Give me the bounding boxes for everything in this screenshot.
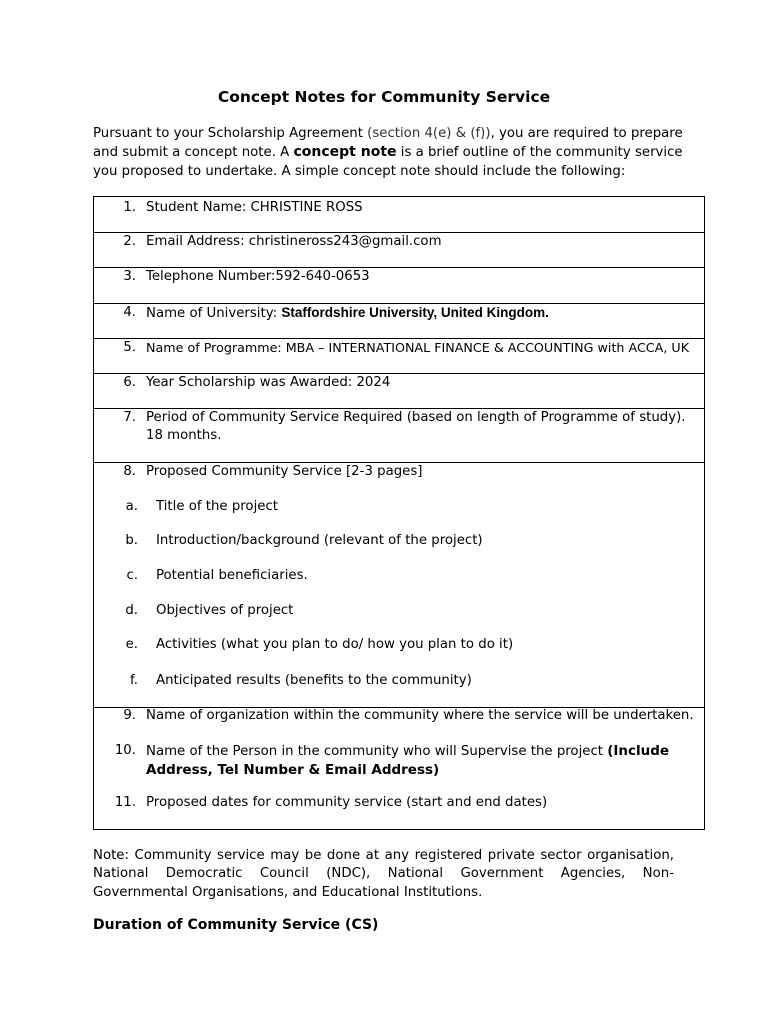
- item-text: Name of organization within the community where the service will be undertaken.: [146, 708, 694, 723]
- item-text: Email Address: christineross243@gmail.com: [146, 234, 442, 249]
- item-number: 8.: [123, 464, 136, 479]
- sub-item-letter: e.: [125, 637, 138, 652]
- sub-item-letter: d.: [125, 603, 138, 618]
- item-number: 5.: [123, 340, 136, 355]
- supervisor-label: Name of the Person in the community who will Supervise the project: [146, 744, 608, 759]
- intro-bold-term: concept note: [293, 144, 397, 161]
- sub-item-letter: a.: [125, 499, 138, 514]
- sub-item-letter: b.: [125, 533, 138, 548]
- duration-heading: Duration of Community Service (CS): [93, 917, 379, 933]
- item-number: 10.: [114, 743, 136, 758]
- item-number: 6.: [123, 375, 136, 390]
- sub-item-text: Activities (what you plan to do/ how you plan to do it): [156, 637, 514, 652]
- sub-item-text: Potential beneficiaries.: [156, 568, 308, 583]
- sub-item-text: Objectives of project: [156, 603, 294, 618]
- item-text: Proposed Community Service [2-3 pages]: [146, 464, 423, 479]
- note-paragraph: Note: Community service may be done at any registered private sector organisation, National Democratic Council (NDC), National Government Agencies, Non-Governmental Organisations, and Educational Institutions.: [93, 848, 674, 900]
- supervisor-contact-note: (Include Address, Tel Number & Email Address): [146, 743, 670, 778]
- university-label: Name of University:: [146, 306, 282, 321]
- page-title: Concept Notes for Community Service: [217, 88, 551, 106]
- item-number: 4.: [123, 305, 136, 320]
- item-text: [146, 742, 700, 780]
- item-number: 3.: [123, 269, 136, 284]
- university-name: Staffordshire University, United Kingdom.: [281, 305, 549, 320]
- sub-item-text: Anticipated results (benefits to the community): [156, 673, 472, 688]
- item-text: Telephone Number:592-640-0653: [146, 269, 370, 284]
- item-number: 11.: [114, 795, 136, 810]
- sub-item-letter: c.: [126, 568, 138, 583]
- item-number: 1.: [123, 200, 136, 215]
- item-number: 7.: [123, 410, 136, 425]
- intro-text-1: Pursuant to your Scholarship Agreement: [93, 126, 368, 141]
- item-number: 2.: [123, 234, 136, 249]
- sub-item-text: Introduction/background (relevant of the project): [156, 533, 483, 548]
- item-text: Period of Community Service Required (based on length of Programme of study). 18 months.: [146, 410, 686, 443]
- intro-paragraph: [93, 125, 693, 181]
- item-number: 9.: [123, 708, 136, 723]
- intro-section-ref: (section 4(e) & (f)): [367, 126, 491, 141]
- item-text: Year Scholarship was Awarded: 2024: [146, 375, 391, 390]
- item-text: [146, 304, 700, 323]
- sub-item-letter: f.: [130, 673, 138, 688]
- sub-item-text: Title of the project: [156, 499, 278, 514]
- intro-text-3: is a brief outline of the community service you proposed to undertake. A simple concept note should include the following:: [93, 145, 683, 179]
- intro-text-2: , you are required to prepare and submit a concept note. A: [93, 126, 683, 161]
- item-text: Proposed dates for community service (start and end dates): [146, 795, 548, 810]
- concept-note-items-table: [93, 196, 705, 830]
- item-text: Name of Programme: MBA – INTERNATIONAL FINANCE & ACCOUNTING with ACCA, UK: [146, 340, 690, 355]
- item-text: Student Name: CHRISTINE ROSS: [146, 200, 363, 215]
